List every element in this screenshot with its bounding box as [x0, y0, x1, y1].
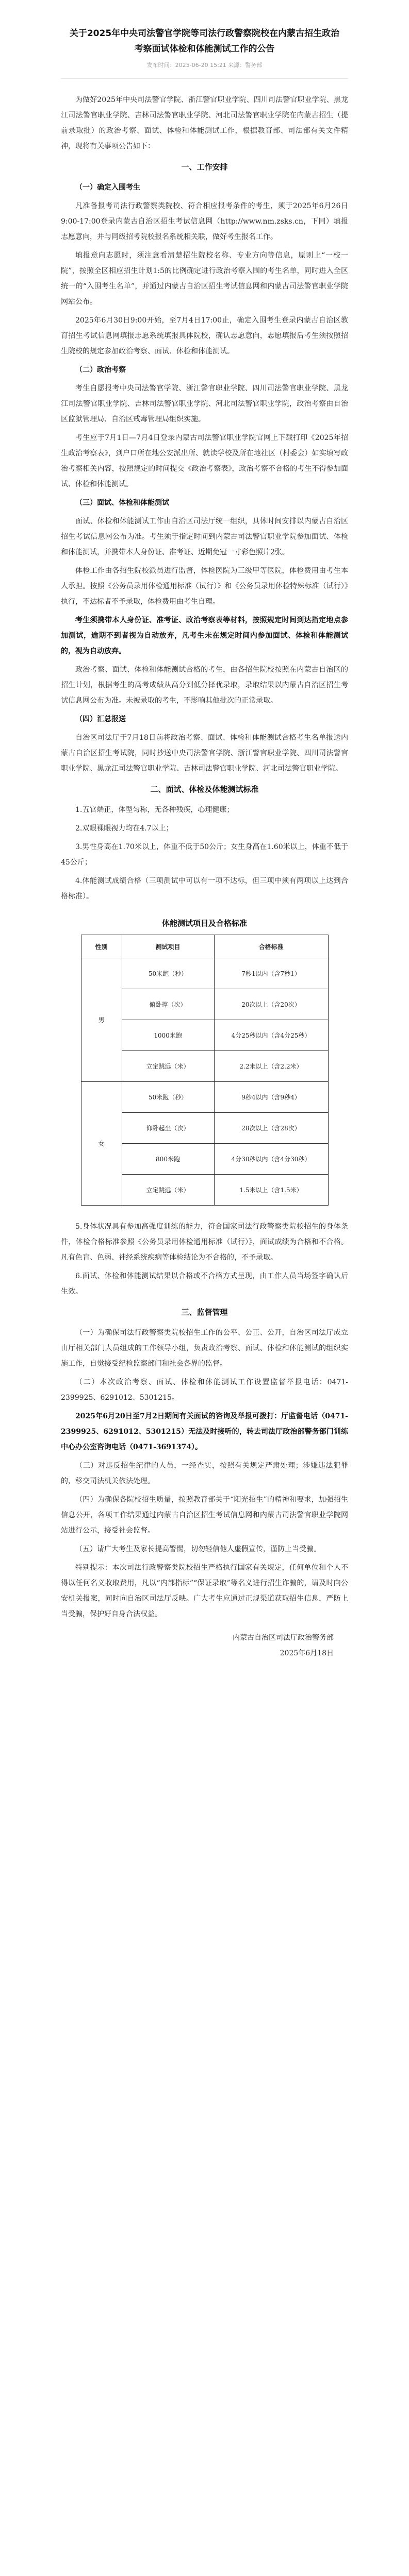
page-title: 关于2025年中央司法警官学院等司法行政警察院校在内蒙古招生政治考察面试体检和体能测试工作的公告	[69, 28, 340, 54]
standard-cell: 7秒1以内（含7秒1）	[214, 958, 328, 989]
paragraph: （五）请广大考生及家长提高警惕，切勿轻信他人虚假宣传，谨防上当受骗。	[75, 1545, 321, 1553]
paragraph: 2.双眼裸眼视力均在4.7以上；	[75, 824, 173, 833]
section-2-heading: 二、面试、体检及体能测试标准	[150, 785, 259, 794]
paragraph: 4.体能测试成绩合格（三项测试中可以有一项不达标，但三项中须有两项以上达到合格标准）。	[61, 877, 348, 901]
standard-cell: 9秒4以内（含9秒4）	[214, 1082, 328, 1113]
item-cell: 50米跑（秒）	[122, 1082, 214, 1113]
paragraph: 填报意向志愿时，须注意看清楚招生院校名称、专业方向等信息，原则上“一校一院”，按照全区相应招生计划1:5的比例确定进行政治考察入围的考生名单，同时进入全区统一的“入围考生名单”，并通过内蒙古自治区招生考试信息网和内蒙古司法警官职业学院网站公布。	[61, 251, 348, 306]
article-body	[61, 92, 348, 1661]
paragraph: 考生应于7月1日—7月4日登录内蒙古司法警官职业学院官网上下载打印《2025年招生政治考察表》，到户口所在地公安派出所、就读学校及所在地社区（村委会）如实填写政治考察相关内容，按照规定的时间提交《政治考察表》，政治考察不合格的考生不得参加面试、体检和体能测试。	[61, 434, 348, 488]
paragraph: 6.面试、体检和体能测试结果以合格或不合格方式呈现，由工作人员当场签字确认后生效。	[61, 1272, 348, 1296]
paragraph: 2025年6月30日9:00开始，至7月4日17:00止，确定入围考生登录内蒙古自治区教育招生考试信息网填报志愿系统填报具体院校，确认志愿意向，志愿填报后考生须按照招生院校的规定参加政治考察、面试、体检和体能测试。	[61, 316, 348, 355]
item-cell: 仰卧起坐（次）	[122, 1113, 214, 1144]
standard-cell: 2.2米以上（含2.2米）	[214, 1051, 328, 1082]
paragraph: 考生自愿报考中央司法警官学院、浙江警官职业学院、四川司法警官职业学院、黑龙江司法警官职业学院、吉林司法警官职业学院、河北司法警官职业学院，政治考察由自治区监狱管理局、自治区戒毒管理局组织实施。	[61, 384, 348, 423]
fitness-standard-table-block	[81, 918, 329, 1206]
standard-cell: 20次以上（含20次）	[214, 989, 328, 1020]
item-cell: 立定跳远（米）	[122, 1051, 214, 1082]
paragraph: 5.身体状况具有参加高强度训练的能力，符合国家司法行政警察类院校招生的身体条件，体检合格标准参照《公务员录用体检通用标准（试行）》，面试成绩为合格和不合格。凡有色盲、色弱、神经系统疾病等体检结论为不合格的，不予录取。	[61, 1223, 348, 1262]
table-header-row	[81, 935, 328, 958]
standard-cell: 28次以上（含28次）	[214, 1113, 328, 1144]
paragraph: （二）本次政治考察、面试、体检和体能测试工作设置监督举报电话：0471-2399925、6291012、5301215。	[61, 1378, 348, 1402]
item-cell: 1000米跑	[122, 1020, 214, 1051]
section-1-heading: 一、工作安排	[181, 162, 228, 172]
title-divider	[61, 78, 348, 79]
fitness-standard-table	[81, 935, 329, 1206]
signature-date: 2025年6月18日	[280, 1649, 334, 1657]
table-header-cell: 性别	[81, 935, 122, 958]
section-3-heading: 三、监督管理	[181, 1308, 228, 1317]
table-caption: 体能测试项目及合格标准	[161, 919, 247, 928]
paragraph: 特别提示：本次司法行政警察类院校招生严格执行国家有关规定，任何单位和个人不得以任何名义收取费用，凡以“内部指标”“保证录取”等名义进行招生诈骗的，请及时向公安机关报案，同时向自治区司法厅反映。广大考生应通过正规渠道获取招生信息，严防上当受骗，保护好自身合法权益。	[61, 1564, 348, 1618]
gender-cell: 女	[81, 1082, 122, 1206]
item-cell: 50米跑（秒）	[122, 958, 214, 989]
paragraph-emphasis: 考生须携带本人身份证、准考证、政治考察表等材料，按照规定时间到达指定地点参加测试，逾期不到者视为自动放弃，凡考生未在规定时间内参加面试、体检和体能测试的，视为自动放弃。	[61, 616, 348, 655]
publish-meta: 发布时间：2025-06-20 15:21 来源：警务部	[146, 62, 263, 69]
section-1-sub-1: （一）确定入围考生	[75, 183, 140, 192]
section-1-sub-4: （四）汇总报送	[75, 715, 126, 723]
item-cell: 立定跳远（米）	[122, 1175, 214, 1206]
table-row	[81, 958, 328, 989]
paragraph: （四）为确保各院校招生质量，按照教育部关于“阳光招生”的精神和要求，加强招生信息公开，各项工作结果通过内蒙古自治区招生考试信息网和内蒙古司法警官职业学院网站进行公示，接受社会监督。	[61, 1496, 348, 1535]
paragraph: 1.五官端正，体型匀称，无各种残疾，心理健康；	[75, 806, 234, 814]
section-1-sub-3: （三）面试、体检和体能测试	[75, 499, 169, 507]
item-cell: 俯卧撑（次）	[122, 989, 214, 1020]
signature-spacer	[61, 1625, 348, 1630]
paragraph: 面试、体检和体能测试工作由自治区司法厅统一组织，具体时间安排以内蒙古自治区招生考试信息网公布为准。考生须于指定时间到内蒙古司法警官职业学院参加面试、体检和体能测试，并携带本人身份证、准考证、近期免冠一寸彩色照片2张。	[61, 517, 348, 556]
standard-cell: 4分30秒以内（含4分30秒）	[214, 1144, 328, 1175]
table-header-cell: 合格标准	[214, 935, 328, 958]
paragraph: 政治考察、面试、体检和体能测试合格的考生，由各招生院校按照在内蒙古自治区的招生计划，根据考生的高考成绩从高分到低分择优录取，录取结果以内蒙古自治区招生考试信息网公布为准。未被录取的考生，不影响其他批次的正常录取。	[61, 666, 348, 705]
paragraph: 体检工作由各招生院校派员进行监督，体检医院为三级甲等医院，体检费用由考生本人承担。按照《公务员录用体检通用标准（试行）》和《公务员录用体检特殊标准（试行）》执行，不达标者不予录取，体检费用由考生自理。	[61, 567, 348, 606]
intro-paragraph: 为做好2025年中央司法警官学院、浙江警官职业学院、四川司法警官职业学院、黑龙江司法警官职业学院、吉林司法警官职业学院、河北司法警官职业学院在内蒙古招生（提前录取批）的政治考察、面试、体检和体能测试工作，根据教育部、司法部有关文件精神，现将有关事项公告如下：	[61, 96, 348, 150]
gender-cell: 男	[81, 958, 122, 1082]
paragraph: （一）为确保司法行政警察类院校招生工作的公平、公正、公开，自治区司法厅成立由厅相关部门人员组成的工作领导小组，负责政治考察、面试、体检和体能测试的组织实施工作，自觉接受纪检监察部门和社会各界的监督。	[61, 1329, 348, 1368]
paragraph: 3.男性身高在1.70米以上，体重不低于50公斤；女生身高在1.60米以上，体重不低于45公斤；	[61, 843, 348, 867]
signature-organization: 内蒙古自治区司法厅政治警务部	[233, 1634, 334, 1642]
table-header-cell: 测试项目	[122, 935, 214, 958]
standard-cell: 4分25秒以内（含4分25秒）	[214, 1020, 328, 1051]
standard-cell: 1.5米以上（含1.5米）	[214, 1175, 328, 1206]
item-cell: 800米跑	[122, 1144, 214, 1175]
paragraph-emphasis: 2025年6月20日至7月2日期间有关面试的咨询及举报可拨打：厅监督电话（0471-2399925、6291012、5301215）无法及时接听的，转去司法厅政治部警务部门训练中心办公室咨询电话（0471-3691374）。	[61, 1412, 348, 1451]
paragraph: 自治区司法厅于7月18日前将政治考察、面试、体检和体能测试合格考生名单报送内蒙古自治区招生考试院，同时抄送中央司法警官学院、浙江警官职业学院、四川司法警官职业学院、黑龙江司法警官职业学院、吉林司法警官职业学院、河北司法警官职业学院。	[61, 734, 348, 773]
paragraph: 凡准备报考司法行政警察类院校、符合相应报考条件的考生，须于2025年6月26日9:00-17:00登录内蒙古自治区招生考试信息网（http://www.nm.zsks.cn，下同）填报志愿意向，并与同级招考院校报名系统相关联，做好考生报名工作。	[61, 202, 348, 241]
paragraph: （三）对违反招生纪律的人员，一经查实，按照有关规定严肃处理；涉嫌违法犯罪的，移交司法机关依法处理。	[61, 1462, 348, 1485]
table-row	[81, 1082, 328, 1113]
section-1-sub-2: （二）政治考察	[75, 366, 126, 374]
